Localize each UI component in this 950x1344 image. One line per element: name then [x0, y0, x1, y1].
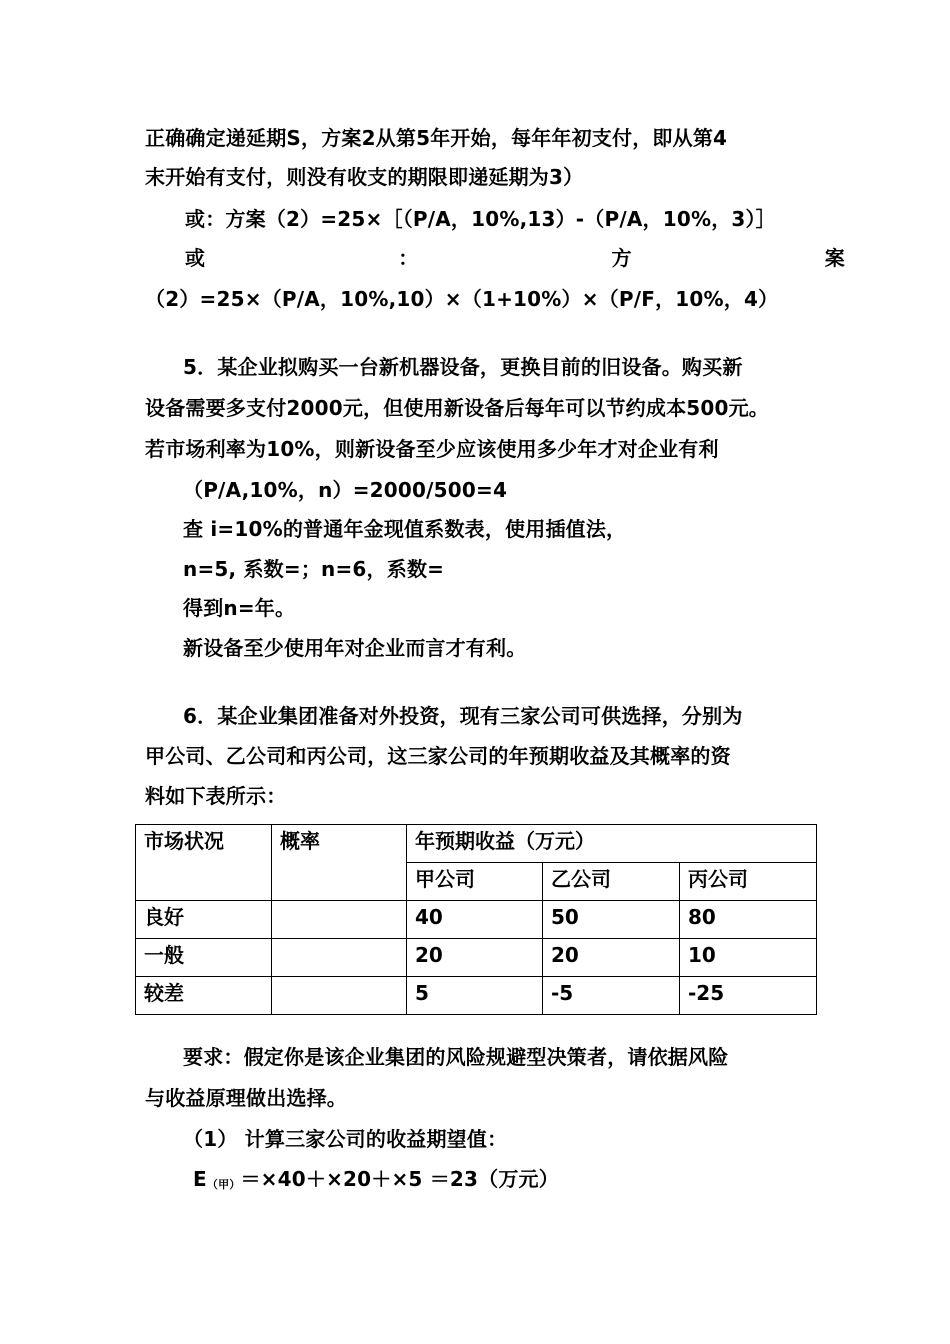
- header-company-bing: 丙公司: [680, 863, 817, 901]
- question-5-line: （P/A,10%，n）=2000/500=4: [183, 478, 508, 502]
- question-6-line: 甲公司、乙公司和丙公司，这三家公司的年预期收益及其概率的资: [145, 744, 731, 768]
- requirement-line: 要求：假定你是该企业集团的风险规避型决策者，请依据风险: [183, 1045, 729, 1069]
- table-header-row: [136, 825, 817, 863]
- header-company-yi: 乙公司: [543, 863, 680, 901]
- cell-state: 良好: [136, 901, 272, 939]
- cell-prob: [272, 901, 407, 939]
- question-6-line: 料如下表所示：: [145, 784, 287, 808]
- question-5-line: 若市场利率为10%，则新设备至少应该使用多少年才对企业有利: [145, 437, 719, 461]
- income-table: [135, 824, 817, 1015]
- header-income: 年预期收益（万元）: [407, 825, 817, 863]
- text-line: 末开始有支付，则没有收支的期限即递延期为3）: [145, 165, 584, 189]
- text-fragment: 方: [611, 246, 632, 270]
- formula-line: （2）=25×（P/A，10%,10）×（1+10%）×（P/F，10%，4）: [145, 287, 779, 311]
- cell-jia: 40: [407, 901, 543, 939]
- table-row: [136, 939, 817, 977]
- text-fragment: 案: [824, 246, 845, 270]
- header-company-jia: 甲公司: [407, 863, 543, 901]
- table-row: [136, 977, 817, 1015]
- cell-jia: 20: [407, 939, 543, 977]
- cell-yi: -5: [543, 977, 680, 1015]
- formula-subscript: （甲）: [206, 1178, 241, 1191]
- table-row: [136, 901, 817, 939]
- question-6-line: 6．某企业集团准备对外投资，现有三家公司可供选择，分别为: [183, 704, 743, 728]
- cell-jia: 5: [407, 977, 543, 1015]
- cell-bing: 80: [680, 901, 817, 939]
- cell-yi: 20: [543, 939, 680, 977]
- cell-prob: [272, 977, 407, 1015]
- justified-line: [185, 244, 845, 272]
- header-probability: 概率: [272, 825, 407, 901]
- cell-state: 一般: [136, 939, 272, 977]
- requirement-line: 与收益原理做出选择。: [145, 1086, 347, 1110]
- formula-line: 或：方案（2）=25×［（P/A，10%,13）-（P/A，10%，3）］: [185, 207, 776, 231]
- question-5-line: n=5, 系数=；n=6，系数=: [183, 557, 445, 581]
- question-5-line: 设备需要多支付2000元，但使用新设备后每年可以节约成本500元。: [145, 396, 770, 420]
- text-fragment: 或: [185, 246, 206, 270]
- cell-prob: [272, 939, 407, 977]
- text-fragment: ：: [398, 246, 419, 270]
- formula-expression: ＝×40＋×20＋×5 ＝23（万元）: [240, 1167, 559, 1191]
- question-5-line: 5．某企业拟购买一台新机器设备，更换目前的旧设备。购买新: [183, 355, 743, 379]
- requirement-line: （1） 计算三家公司的收益期望值：: [183, 1127, 508, 1151]
- header-market: 市场状况: [136, 825, 272, 901]
- cell-yi: 50: [543, 901, 680, 939]
- formula-symbol: E: [193, 1167, 207, 1191]
- cell-state: 较差: [136, 977, 272, 1015]
- expected-value-formula: [193, 1165, 559, 1199]
- text-line: 正确确定递延期S，方案2从第5年开始，每年年初支付，即从第4: [145, 126, 728, 150]
- question-5-line: 得到n=年。: [183, 596, 296, 620]
- cell-bing: -25: [680, 977, 817, 1015]
- question-5-line: 查 i=10%的普通年金现值系数表，使用插值法，: [183, 517, 627, 541]
- question-5-line: 新设备至少使用年对企业而言才有利。: [183, 636, 527, 660]
- cell-bing: 10: [680, 939, 817, 977]
